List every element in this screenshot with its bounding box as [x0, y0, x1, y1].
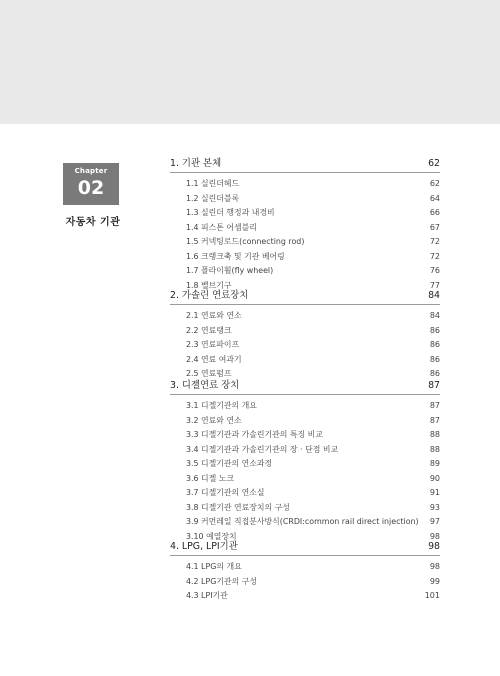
- toc-item[interactable]: [170, 515, 440, 529]
- toc-section-title: 3. 디젤연료 장치: [170, 380, 240, 391]
- toc-item-title: 4.1 LPG의 개요: [186, 562, 242, 571]
- toc-item-title: 3.4 디젤기관과 가솔린기관의 장 · 단점 비교: [186, 444, 339, 454]
- toc-item-title: 2.5 연료펌프: [186, 369, 232, 378]
- toc-item-title: 1.3 실린더 행정과 내경비: [186, 208, 275, 217]
- chapter-number: 02: [77, 177, 105, 199]
- toc-section-page: 87: [428, 380, 440, 391]
- toc-item-title: 3.5 디젤기관의 연소과정: [186, 459, 273, 468]
- toc-item-page: 72: [429, 251, 440, 261]
- toc-section[interactable]: [170, 379, 440, 393]
- toc-item-page: 87: [429, 401, 440, 410]
- toc-item-title: 2.2 연료탱크: [186, 325, 232, 335]
- toc-section-page: 84: [428, 290, 440, 301]
- toc-item-title: 3.10 예열장치: [186, 531, 237, 541]
- toc-item[interactable]: [170, 399, 440, 413]
- toc-item-title: 3.9 커먼레일 직접분사방식(CRDI:common rail direct injection): [186, 517, 419, 526]
- toc-item[interactable]: [170, 457, 440, 471]
- toc-item[interactable]: [170, 221, 440, 235]
- toc-item[interactable]: [170, 338, 440, 352]
- toc-item-title: 1.4 피스톤 어셈블리: [186, 222, 257, 232]
- toc-item-page: 99: [429, 576, 440, 586]
- toc-item[interactable]: [170, 428, 440, 442]
- toc-item-title: 1.7 플라이휠(fly wheel): [186, 266, 274, 275]
- toc-section-page: 98: [428, 541, 440, 552]
- toc-item[interactable]: [170, 177, 440, 191]
- toc-item-page: 87: [429, 415, 440, 425]
- toc-item[interactable]: [170, 324, 440, 338]
- toc-item-page: 88: [429, 430, 440, 439]
- toc-section[interactable]: [170, 540, 440, 554]
- toc-item-title: 2.3 연료파이프: [186, 340, 240, 349]
- toc-section-divider: [170, 304, 440, 305]
- toc-item-page: 93: [429, 502, 440, 512]
- toc-item[interactable]: [170, 192, 440, 206]
- toc-item-page: 97: [429, 517, 440, 526]
- toc-item[interactable]: [170, 486, 440, 500]
- toc-section-divider: [170, 172, 440, 173]
- toc-item-page: 86: [429, 325, 440, 335]
- toc-item-page: 88: [429, 444, 440, 454]
- toc-item-page: 89: [429, 459, 440, 468]
- toc-item-title: 3.6 디젤 노크: [186, 473, 235, 483]
- toc-item-page: 98: [429, 562, 440, 571]
- header-band: [0, 0, 500, 124]
- toc-item[interactable]: [170, 414, 440, 428]
- toc-item[interactable]: [170, 589, 440, 603]
- toc-item-title: 2.4 연료 여과기: [186, 354, 242, 364]
- toc-item-title: 3.8 디젤기관 연료장치의 구성: [186, 502, 290, 512]
- toc-item-title: 4.3 LPI기관: [186, 591, 228, 600]
- toc-item-page: 86: [429, 340, 440, 349]
- toc-item-page: 77: [429, 280, 440, 290]
- toc-item-title: 1.1 실린더헤드: [186, 179, 240, 188]
- toc-item[interactable]: [170, 250, 440, 264]
- toc-section-title: 1. 기관 본체: [170, 158, 222, 169]
- toc-item[interactable]: [170, 235, 440, 249]
- toc-item[interactable]: [170, 472, 440, 486]
- toc-item-page: 86: [429, 369, 440, 378]
- toc-item-page: 98: [429, 531, 440, 541]
- toc-item-page: 101: [424, 591, 440, 600]
- toc-item[interactable]: [170, 264, 440, 278]
- toc-section-divider: [170, 394, 440, 395]
- toc-item-page: 86: [429, 354, 440, 364]
- toc-section[interactable]: [170, 157, 440, 171]
- chapter-label: Chapter: [74, 167, 108, 175]
- toc-item-title: 3.2 연료와 연소: [186, 415, 242, 425]
- toc-item-page: 84: [429, 311, 440, 320]
- toc-item-title: 1.2 실린더블록: [186, 193, 240, 203]
- toc-item-page: 62: [429, 179, 440, 188]
- toc-item-page: 90: [429, 473, 440, 483]
- toc-section[interactable]: [170, 289, 440, 303]
- toc-section-title: 2. 가솔린 연료장치: [170, 290, 249, 301]
- toc-item-title: 4.2 LPG기관의 구성: [186, 576, 257, 586]
- toc-item[interactable]: [170, 560, 440, 574]
- toc-item-page: 76: [429, 266, 440, 275]
- toc-item-title: 1.6 크랭크축 및 기관 베어링: [186, 251, 285, 261]
- toc-item[interactable]: [170, 501, 440, 515]
- chapter-title: 자동차 기관: [65, 217, 121, 228]
- toc-item[interactable]: [170, 206, 440, 220]
- toc-item[interactable]: [170, 309, 440, 323]
- toc-section-divider: [170, 555, 440, 556]
- toc-item-title: 1.5 커넥팅로드(connecting rod): [186, 237, 305, 246]
- toc-item-title: 3.7 디젤기관의 연소실: [186, 488, 265, 497]
- toc-section-page: 62: [428, 158, 440, 169]
- toc-item-page: 72: [429, 237, 440, 246]
- toc-item[interactable]: [170, 353, 440, 367]
- toc-item-page: 91: [429, 488, 440, 497]
- toc-item-title: 2.1 연료와 연소: [186, 311, 242, 320]
- toc-item-page: 67: [429, 222, 440, 232]
- toc-item-page: 66: [429, 208, 440, 217]
- toc-item-title: 3.3 디젤기관과 가솔린기관의 특징 비교: [186, 430, 323, 439]
- toc-item[interactable]: [170, 443, 440, 457]
- toc-section-title: 4. LPG, LPI기관: [170, 541, 238, 552]
- toc-item-title: 3.1 디젤기관의 개요: [186, 401, 257, 410]
- toc-item-page: 64: [429, 193, 440, 203]
- toc-item[interactable]: [170, 575, 440, 589]
- chapter-badge: [63, 163, 119, 205]
- toc-item-title: 1.8 밸브기구: [186, 280, 232, 290]
